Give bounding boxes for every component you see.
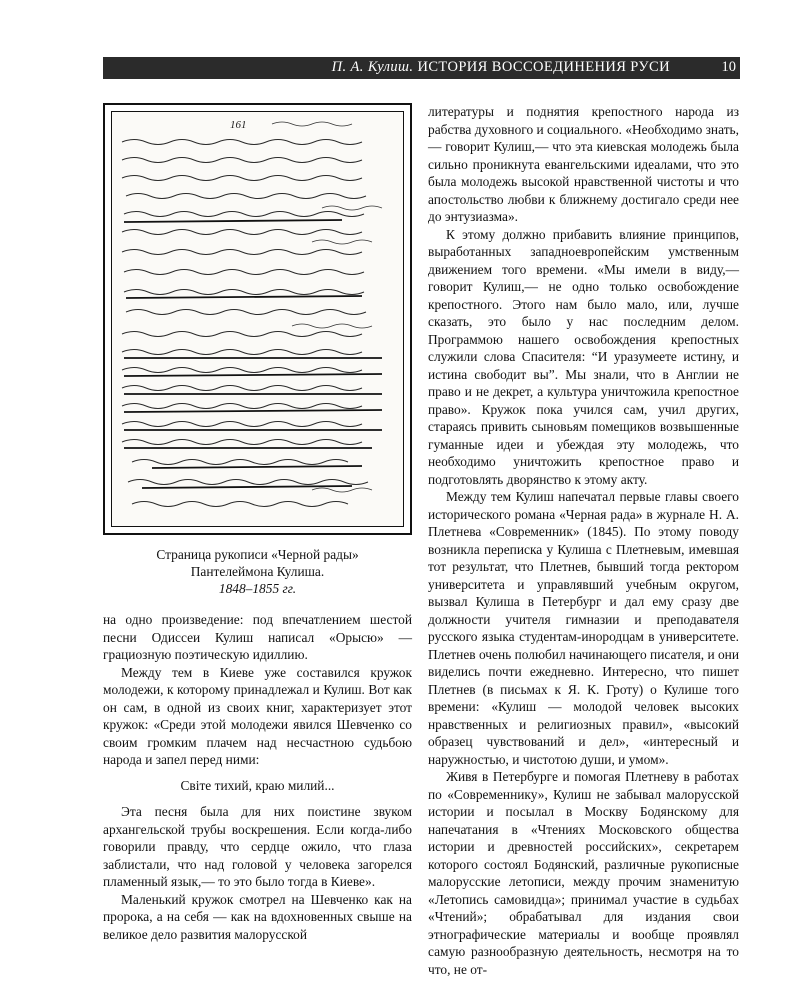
paragraph: литературы и поднятия крепостного народа из рабства духовного и социального. «Необходимо знать,— говорит Кулиш,— что эта киевская молодежь была сильно проникнута евангельскими идеалами, что это была молодежь высокой нравственной чистоты и что апостольство любви к ближнему достигало среди нее до энтузиазма».: [428, 104, 739, 224]
running-header: [103, 57, 740, 79]
manuscript-handwriting: [112, 112, 407, 530]
manuscript-image: [111, 111, 404, 527]
header-book-title: ИСТОРИЯ ВОССОЕДИНЕНИЯ РУСИ: [417, 59, 670, 75]
caption-line-2: Пантелеймона Кулиша.: [190, 564, 325, 579]
paragraph: Эта песня была для них поистине звуком архангельской трубы воскрешения. Если когда-либо говорили правду, что сердце ожило, что глаза заблистали, что над головой у человека загорелся пламенный язык,— то это было тогда в Киеве».: [103, 804, 412, 889]
manuscript-page-label: 161: [230, 119, 247, 131]
handwriting-lines: [122, 140, 368, 507]
manuscript-figure: [103, 103, 412, 535]
running-title: [332, 59, 670, 76]
paragraph: К этому должно прибавить влияние принципов, выработанных западноевропейским умственным движением того времени. «Мы имели в виду,— говорит Кулиш,— не одно только освобождение крепостного. Этого нам было мало, или, лучше сказать, это было у нас последним делом. Программою нашего освобождения крепостных служили слова Спасителя: “И уразумеете истину, и истина свободит вы”. Мы знали, что в Англии не право и не декрет, а культура уничтожила крепостное право». Кружок пока учился сам, учил других, стараясь привить сыновьям помещиков возвышенные гуманные идеи и убеждая эту молодежь, что необходимо уничтожить крепостное право и подготовлять дворянство к этому акту.: [428, 226, 739, 487]
page-number: 10: [721, 59, 736, 75]
paragraph: Живя в Петербурге и помогая Плетневу в работах по «Современнику», Кулиш не забывал малорусской истории и посылал в Москву Бодянскому для напечатания в «Чтениях Московского общества истории и древностей российских», секретарем которого состоял Бодянский, различные рукописные малорусские летописи, между прочим знаменитую «Летопись самовидца»; принимал участие в судьбах «Чтений»; обрабатывал для издания свои этнографические материалы и вообще проявлял самую разнообразную деятельность, несмотря на то что, не от-: [428, 769, 739, 977]
left-column: [103, 611, 412, 943]
paragraph: Между тем в Киеве уже составился кружок молодежи, к которому принадлежал и Кулиш. Вот как он сам, в одной из своих книг, характеризует этот кружок: «Среди этой молодежи явился Шевченко со своим громким плачем над несчастною судьбою народа и запел перед ними:: [103, 664, 412, 767]
paragraph: Маленький кружок смотрел на Шевченко как на пророка, а на себя — как на вдохновенных свыше на великое дело развития малорусской: [103, 891, 412, 942]
right-column: [428, 103, 739, 978]
caption-years: 1848–1855 гг.: [218, 581, 297, 596]
verse-line: Світе тихий, краю милий...: [180, 777, 335, 793]
figure-caption: [103, 546, 412, 597]
header-author: П. А. Кулиш.: [331, 59, 414, 75]
caption-line-1: Страница рукописи «Черной рады»: [156, 547, 359, 562]
paragraph: Между тем Кулиш напечатал первые главы своего исторического романа «Черная рада» в журнале Н. А. Плетнева «Современник» (1845). По этому поводу возникла переписка у Кулиша с Плетневым, имевшая тот результат, что Плетнев, бывший тогда ректором университета и управлявший учебным округом, вызвал Кулиша в Петербург и дал ему сразу две должности учителя гимназии и преподавателя русского языка студентам-инородцам в университете. Плетнев очень полюбил начинающего писателя, и они виделись почти ежедневно. Интересно, что пишет Плетнев (в письмах к Я. К. Гроту) о Кулише того времени: «Кулиш — молодой человек высоких нравственных и религиозных правил», «высокий образец чувствований и дел», «интересный и наружностью, и чистотою души, и умом».: [428, 489, 739, 767]
paragraph: на одно произведение: под впечатлением шестой песни Одиссеи Кулиш написал «Орысю» — грациозную поэтическую идиллию.: [103, 612, 412, 662]
